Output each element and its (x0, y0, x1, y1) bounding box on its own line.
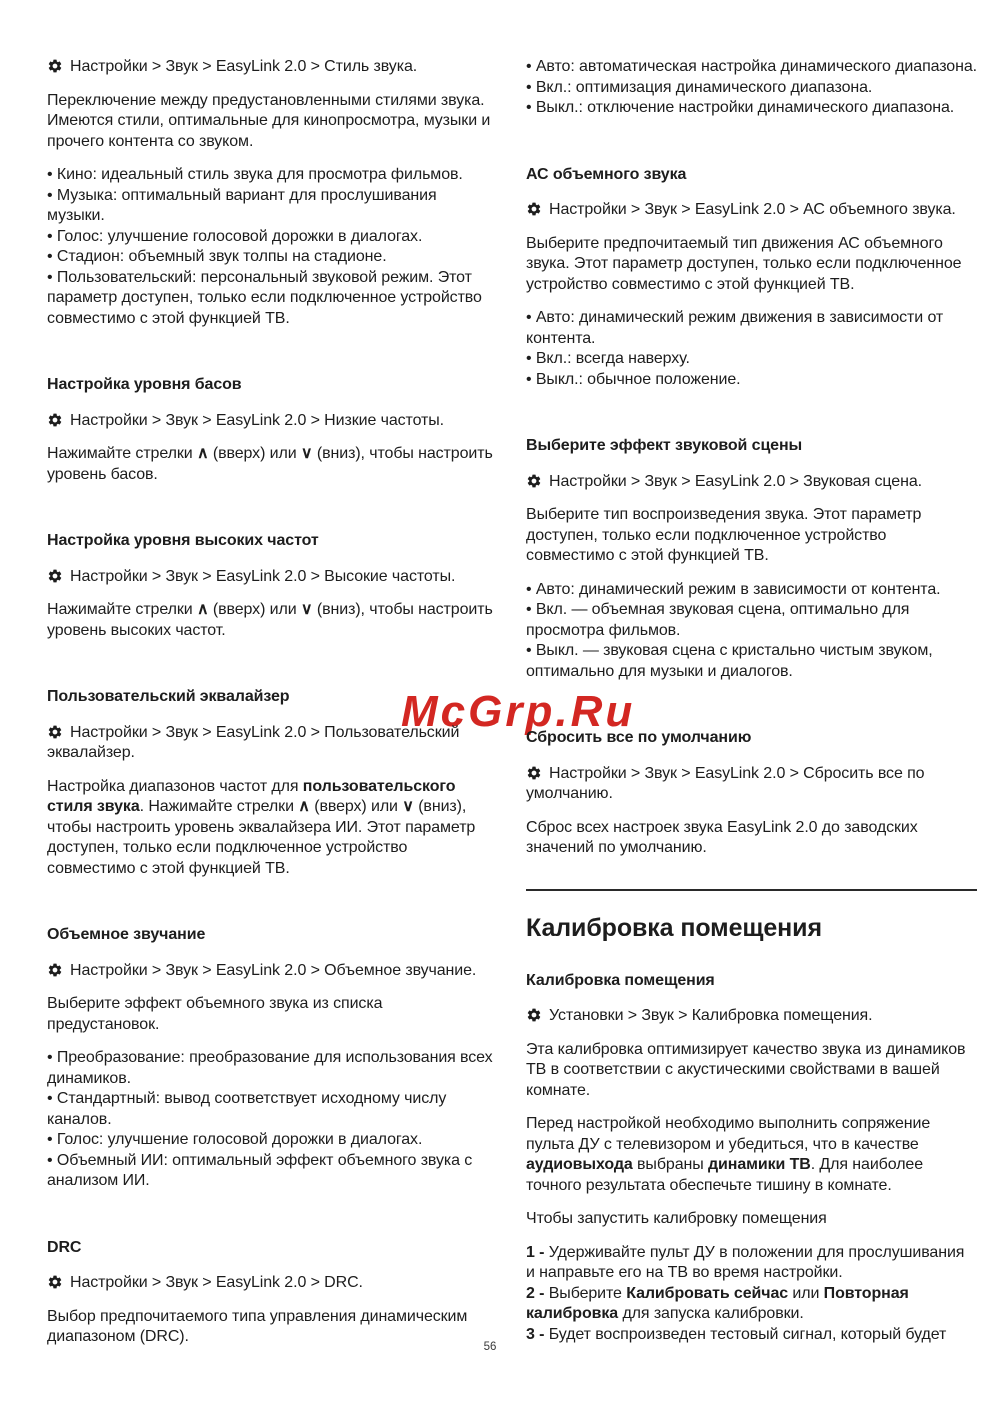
settings-gear-icon (47, 962, 63, 978)
bullet-item: • Вкл. — объемная звуковая сцена, оптимально для просмотра фильмов. (526, 600, 977, 641)
breadcrumb-path: Настройки > Звук > EasyLink 2.0 > Стиль звука. (70, 58, 418, 75)
breadcrumb (47, 1273, 498, 1294)
settings-gear-icon (47, 724, 63, 740)
step-item: 1 - Удерживайте пульт ДУ в положении для прослушивания и направьте его на ТВ во время настройки. (526, 1243, 965, 1281)
bullet-list (47, 1048, 498, 1192)
section-reset-defaults (526, 728, 977, 859)
bullet-item: • Стадион: объемный звук толпы на стадионе. (47, 247, 498, 268)
breadcrumb (47, 57, 498, 78)
settings-gear-icon (526, 1007, 542, 1023)
section-title: АС объемного звука (526, 165, 687, 183)
breadcrumb (526, 764, 977, 805)
section-title: Настройка уровня высоких частот (47, 532, 319, 549)
breadcrumb (526, 200, 977, 221)
breadcrumb (526, 472, 977, 493)
section-bass (47, 375, 498, 485)
breadcrumb-path: Настройки > Звук > EasyLink 2.0 > Низкие частоты. (70, 411, 444, 429)
bullet-list (47, 165, 498, 329)
bullet-item: • Вкл.: оптимизация динамического диапазона. (526, 78, 977, 99)
section-room-calibration (526, 889, 977, 1346)
breadcrumb-path: Настройки > Звук > EasyLink 2.0 > Объемное звучание. (70, 961, 477, 979)
paragraph: Нажимайте стрелки ∧ (вверх) или ∨ (вниз), чтобы настроить уровень высоких частот. (47, 601, 493, 639)
section-title: Пользовательский эквалайзер (47, 688, 290, 705)
section-soundstage (526, 436, 977, 682)
breadcrumb (47, 961, 498, 982)
section-divider (526, 889, 977, 891)
paragraph: Выберите эффект объемного звука из списка предустановок. (47, 995, 383, 1033)
breadcrumb (47, 567, 498, 588)
left-column (47, 57, 498, 1348)
step-item: 3 - Будет воспроизведен тестовый сигнал, который будет (526, 1325, 947, 1343)
section-title: Объемное звучание (47, 926, 206, 943)
section-drc-options (526, 57, 977, 119)
bullet-item: • Пользовательский: персональный звуковой режим. Этот параметр доступен, только если подключенное устройство совместимо с этой функцией ТВ. (47, 268, 498, 330)
breadcrumb-path: Настройки > Звук > EasyLink 2.0 > DRC. (70, 1274, 363, 1291)
breadcrumb (47, 723, 498, 764)
bullet-item: • Объемный ИИ: оптимальный эффект объемного звука с анализом ИИ. (47, 1151, 498, 1192)
paragraph: Переключение между предустановленными стилями звука. Имеются стили, оптимальные для кинопросмотра, музыки и прочего контента со звуком. (47, 91, 491, 150)
paragraph: Выбор предпочитаемого типа управления динамическим диапазоном (DRC). (47, 1307, 468, 1345)
right-column (526, 57, 977, 1348)
chapter-title: Калибровка помещения (526, 913, 822, 942)
breadcrumb-path: Установки > Звук > Калибровка помещения. (549, 1007, 873, 1024)
breadcrumb (526, 1006, 977, 1027)
bullet-item: • Авто: динамический режим движения в зависимости от контента. (526, 308, 977, 349)
section-surround (47, 925, 498, 1192)
breadcrumb-path: Настройки > Звук > EasyLink 2.0 > Высокие частоты. (70, 567, 456, 585)
bullet-item: • Вкл.: всегда наверху. (526, 349, 977, 370)
paragraph: Чтобы запустить калибровку помещения (526, 1210, 827, 1227)
paragraph: Перед настройкой необходимо выполнить сопряжение пульта ДУ с телевизором и убедиться, что в качестве аудиовыхода выбраны динамики ТВ. Для наиболее точного результата обеспечьте тишину в комнате. (526, 1115, 931, 1194)
settings-gear-icon (47, 1274, 63, 1290)
section-title: DRC (47, 1238, 82, 1256)
bullet-list (526, 580, 977, 683)
bullet-item: • Авто: автоматическая настройка динамического диапазона. (526, 57, 977, 78)
paragraph: Выберите тип воспроизведения звука. Этот параметр доступен, только если подключенное устройство совместимо с этой функцией ТВ. (526, 506, 922, 564)
section-drc (47, 1238, 498, 1348)
breadcrumb-path: Настройки > Звук > EasyLink 2.0 > АС объемного звука. (549, 201, 956, 218)
bullet-list (526, 308, 977, 390)
settings-gear-icon (526, 765, 542, 781)
paragraph: Нажимайте стрелки ∧ (вверх) или ∨ (вниз), чтобы настроить уровень басов. (47, 445, 493, 483)
settings-gear-icon (526, 473, 542, 489)
bullet-item: • Кино: идеальный стиль звука для просмотра фильмов. (47, 165, 498, 186)
bullet-item: • Выкл.: обычное положение. (526, 370, 977, 391)
bullet-item: • Преобразование: преобразование для использования всех динамиков. (47, 1048, 498, 1089)
section-title: Калибровка помещения (526, 971, 715, 989)
paragraph: Сброс всех настроек звука EasyLink 2.0 до заводских значений по умолчанию. (526, 818, 918, 856)
settings-gear-icon (526, 201, 542, 217)
bullet-item: • Музыка: оптимальный вариант для прослушивания музыки. (47, 186, 498, 227)
bullet-item: • Выкл. — звуковая сцена с кристально чистым звуком, оптимально для музыки и диалогов. (526, 641, 977, 682)
settings-gear-icon (47, 412, 63, 428)
paragraph: Эта калибровка оптимизирует качество звука из динамиков ТВ в соответствии с акустическими свойствами в вашей комнате. (526, 1040, 966, 1099)
step-item: 2 - Выберите Калибровать сейчас или Повторная калибровка для запуска калибровки. (526, 1284, 909, 1322)
bullet-item: • Голос: улучшение голосовой дорожки в диалогах. (47, 1130, 498, 1151)
bullet-item: • Выкл.: отключение настройки динамического диапазона. (526, 98, 977, 119)
settings-gear-icon (47, 568, 63, 584)
section-title: Сбросить все по умолчанию (526, 729, 752, 746)
section-custom-equalizer (47, 687, 498, 879)
section-treble (47, 531, 498, 641)
bullet-item: • Голос: улучшение голосовой дорожки в диалогах. (47, 227, 498, 248)
breadcrumb-path: Настройки > Звук > EasyLink 2.0 > Пользовательский эквалайзер. (47, 723, 460, 761)
section-sound-style (47, 57, 498, 329)
page-number: 56 (483, 1341, 497, 1353)
section-height-speakers (526, 165, 977, 391)
paragraph: Выберите предпочитаемый тип движения АС объемного звука. Этот параметр доступен, только если подключенное устройство совместимо с этой функцией ТВ. (526, 234, 962, 293)
breadcrumb-path: Настройки > Звук > EasyLink 2.0 > Звуковая сцена. (549, 472, 922, 490)
breadcrumb-path: Настройки > Звук > EasyLink 2.0 > Сбросить все по умолчанию. (526, 764, 925, 802)
watermark-text: McGrp.Ru (401, 687, 636, 736)
paragraph: Настройка диапазонов частот для пользовательского стиля звука. Нажимайте стрелки ∧ (вверх) или ∨ (вниз), чтобы настроить уровень эквалайзера ИИ. Этот параметр доступен, только если подключенное устройство совместимо с этой функцией ТВ. (47, 777, 476, 877)
section-title: Настройка уровня басов (47, 376, 242, 393)
settings-gear-icon (47, 58, 63, 74)
breadcrumb (47, 411, 498, 432)
bullet-list (526, 57, 977, 119)
bullet-item: • Авто: динамический режим в зависимости от контента. (526, 580, 977, 601)
bullet-item: • Стандартный: вывод соответствует исходному числу каналов. (47, 1089, 498, 1130)
section-title: Выберите эффект звуковой сцены (526, 437, 803, 454)
step-list (526, 1243, 977, 1346)
